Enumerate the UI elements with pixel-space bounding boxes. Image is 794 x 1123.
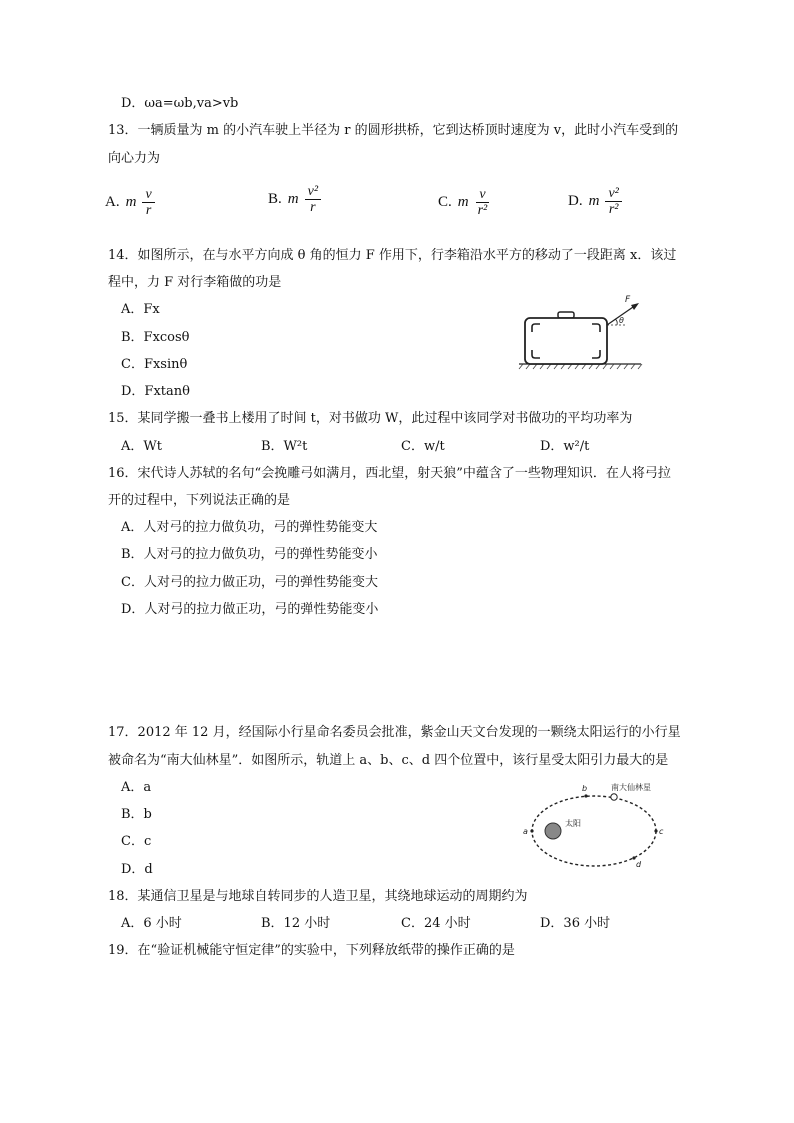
q17-stem-line2: 被命名为“南大仙林星”．如图所示，轨道上 a、b、c、d 四个位置中，该行星受太阳引力最大的是 xyxy=(108,753,669,768)
point-d-label: d xyxy=(636,860,642,869)
point-a-marker xyxy=(530,829,533,832)
q12-option-d: D．ωa=ωb,va>vb xyxy=(121,96,239,111)
q17-option-a: A．a xyxy=(121,780,152,795)
q18-option-a: A．6 小时 xyxy=(121,916,182,931)
mass-symbol: m xyxy=(457,194,469,210)
q13-option-c xyxy=(438,187,490,218)
q13-stem-line1: 13．一辆质量为 m 的小汽车驶上半径为 r 的圆形拱桥，它到达桥顶时速度为 v，此时小汽车受到的 xyxy=(108,123,679,138)
q13-option-a xyxy=(105,187,155,218)
q16-stem-line1: 16．宋代诗人苏轼的名句“会挽雕弓如满月，西北望，射天狼”中蕴含了一些物理知识．在人将弓拉 xyxy=(108,466,671,481)
q14-option-a: A．Fx xyxy=(121,302,160,317)
numerator: v xyxy=(142,187,154,203)
suitcase-figure xyxy=(515,292,645,374)
option-label: D. xyxy=(568,193,583,209)
q18-option-b: B．12 小时 xyxy=(261,916,331,931)
q14-option-b: B．Fxcosθ xyxy=(121,330,190,345)
q14-stem-line1: 14．如图所示，在与水平方向成 θ 角的恒力 F 作用下，行李箱沿水平方的移动了一段距离 x．该过 xyxy=(108,248,677,263)
q17-stem-line1: 17．2012 年 12 月，经国际小行星命名委员会批准，紫金山天文台发现的一颗绕太阳运行的小行星 xyxy=(108,725,681,740)
point-b-marker xyxy=(584,794,587,797)
numerator: v² xyxy=(305,184,321,200)
q14-option-d: D．Fxtanθ xyxy=(121,384,190,399)
q16-option-b: B．人对弓的拉力做负功，弓的弹性势能变小 xyxy=(121,547,378,562)
q18-stem: 18．某通信卫星是与地球自转同步的人造卫星，其绕地球运动的周期约为 xyxy=(108,889,528,904)
q18-option-d: D．36 小时 xyxy=(540,916,611,931)
q17-option-c: C．c xyxy=(121,834,152,849)
point-c-marker xyxy=(654,829,657,832)
denominator: r xyxy=(310,200,316,215)
force-label: F xyxy=(625,295,631,305)
q13-option-d xyxy=(568,186,622,217)
suitcase-icon xyxy=(525,312,607,364)
fraction xyxy=(605,186,621,217)
point-b-label: b xyxy=(582,784,588,793)
option-label: A. xyxy=(105,194,120,210)
option-label: B. xyxy=(268,191,282,207)
sun-label: 太阳 xyxy=(565,819,581,828)
q14-option-c: C．Fxsinθ xyxy=(121,357,188,372)
angle-label: θ xyxy=(619,316,624,325)
q13-stem-line2: 向心力为 xyxy=(108,151,161,166)
q16-option-c: C．人对弓的拉力做正功，弓的弹性势能变大 xyxy=(121,575,378,590)
mass-symbol: m xyxy=(125,194,137,210)
asteroid-icon xyxy=(611,794,617,800)
point-a-label: a xyxy=(523,827,528,836)
denominator: r xyxy=(145,203,152,218)
sun-icon xyxy=(545,823,561,839)
q13-option-b xyxy=(268,184,321,215)
q15-option-b: B．W²t xyxy=(261,439,308,454)
q16-stem-line2: 开的过程中，下列说法正确的是 xyxy=(108,493,291,508)
numerator: v² xyxy=(605,186,621,202)
q16-option-d: D．人对弓的拉力做正功，弓的弹性势能变小 xyxy=(121,602,379,617)
q15-option-a: A．Wt xyxy=(121,439,162,454)
q15-stem: 15．某同学搬一叠书上楼用了时间 t，对书做功 W，此过程中该同学对书做功的平均功率为 xyxy=(108,411,633,426)
orbit-figure xyxy=(515,778,705,870)
q19-stem: 19．在“验证机械能守恒定律”的实验中，下列释放纸带的操作正确的是 xyxy=(108,943,515,958)
q14-stem-line2: 程中，力 F 对行李箱做的功是 xyxy=(108,275,282,290)
fraction xyxy=(305,184,321,215)
q17-option-b: B．b xyxy=(121,807,152,822)
q17-option-d: D．d xyxy=(121,862,153,877)
option-label: C. xyxy=(438,194,452,210)
numerator: v xyxy=(476,187,488,203)
denominator: r² xyxy=(477,203,488,218)
q15-option-d: D．w²/t xyxy=(540,439,590,454)
point-c-label: c xyxy=(659,827,664,836)
fraction xyxy=(142,187,154,218)
fraction xyxy=(475,187,491,218)
q16-option-a: A．人对弓的拉力做负功，弓的弹性势能变大 xyxy=(121,520,378,535)
denominator: r² xyxy=(608,202,619,217)
q18-option-c: C．24 小时 xyxy=(401,916,471,931)
mass-symbol: m xyxy=(287,191,299,207)
q15-option-c: C．w/t xyxy=(401,439,445,454)
asteroid-label: 南大仙林星 xyxy=(611,783,651,792)
mass-symbol: m xyxy=(588,193,600,209)
